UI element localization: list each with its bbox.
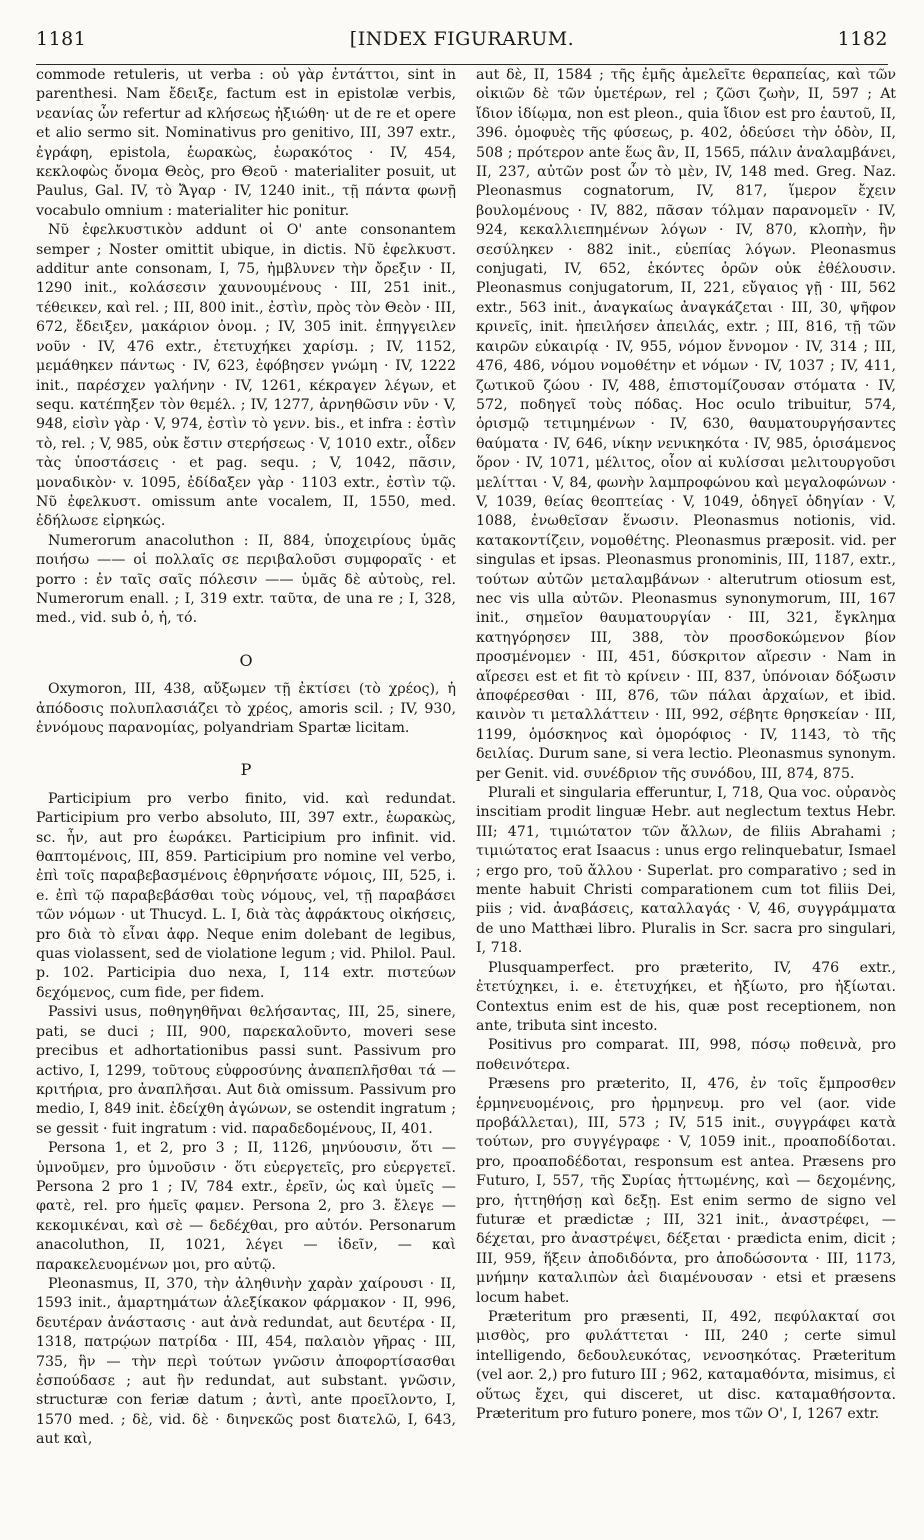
index-entry: Præsens pro præterito, II, 476, ἐν τοῖς ἔμπροσθεν ἑρμηνευομένοις, pro ἡρμηνευμ. pro vel (aor. vide προβάλλεται), III, 573 ; IV, 515 init., συγγράφει κατὰ τούτων, pro συγγέγραφε · V, 1059 init., προαποδίδοται. pro, προαποδέδοται, responsum est antea. Præsens pro Futuro, I, 557, τῆς Συρίας ἡττωμένης, καὶ — δεχομένης, pro, ἡττηθήσῃ καὶ δεξῃ. Est enim sermo de signo vel futuræ et prædictæ ; III, 321 init., ἀναστρέφει, — δέχεται, pro ἀναστρέψει, δέξεται · prædicta enim, dicit ; III, 959, ἥξειν ἀποδιδόντα, pro ἀποδώσοντα · III, 1173, μνήμην καταλιπὼν ἀεὶ διαμένουσαν · etsi et præsens locum habet.	[476, 1076, 896, 1306]
index-entry: Positivus pro comparat. III, 998, πόσῳ ποθεινὰ, pro ποθεινότερα.	[476, 1037, 896, 1073]
left-column	[36, 66, 456, 1506]
index-entry: Plurali et singularia efferuntur, I, 718, Qua voc. οὐρανὸς inscitiam prodit linguæ Hebr. aut neglectum textus Hebr. III; 471, τιμιώτατον τῶν ἄλλων, de filiis Abrahami ; τιμιώτατος erat Isaacus : unus ergo relinquebatur, Ismael ; ergo pro, τοῦ ἄλλου · Superlat. pro comparativo ; sed in mente habuit Christi comparationem cum tot filiis Dei, piis ; vid. ἀναβάσεις, καταλλαγάς · V, 46, συγγράμματα de uno Matthæi libro. Pluralis in Scr. sacra pro singulari, I, 718.	[476, 785, 896, 957]
index-entry: Præteritum pro præsenti, II, 492, πεφύλακταί σοι μισθὸς, pro φυλάττεται · III, 240 ; certe simul intelligendo, δεδουλευκότας, νενοσηκότας. Præteritum (vel aor. 2,) pro futuro III ; 962, καταμαθόντα, misimus, εἰ οὕτως ἔχει, qui disceret, ut disc. καταμαθήσοντα. Præteritum pro futuro ponere, mos τῶν Ο', I, 1267 extr.	[476, 1309, 896, 1423]
section-letter-p: P	[240, 760, 252, 780]
index-entry: Oxymoron, III, 438, αὔξωμεν τῇ ἐκτίσει (τὸ χρέος), ἡ ἀπόδοσις πολυπλασιάζει τὸ χρέος, amoris scil. ; IV, 930, ἐννόμους παρανομίας, polyandriam Spartæ licitam.	[36, 681, 456, 736]
left-page-number: 1181	[36, 28, 87, 50]
index-entry: Persona 1, et 2, pro 3 ; II, 1126, μηνύουσιν, ὅτι — ὑμνοῦμεν, pro ὑμνοῦσιν · ὅτι εὐεργετεῖς, pro εὐεργετεῖ. Persona 2 pro 1 ; IV, 784 extr., ἐρεῖν, ὡς καὶ ὑμεῖς — φατὲ, rel. pro ἡμεῖς φαμεν. Persona 2, pro 3. ἔλεγε — κεκομικέναι, καὶ σὲ — δεδέχθαι, pro αὐτόν. Personarum anacoluthon, II, 1021, λέγει — ἰδεῖν, — καὶ παρακελευομένων μοι, pro αὐτῷ.	[36, 1140, 456, 1273]
index-entry: Participium pro verbo finito, vid. καὶ redundat. Participium pro verbo absoluto, III, 397 extr., ἑωρακὼς, sc. ἦν, aut pro ἑωράκει. Participium pro infinit. vid. θαπτομένοις, III, 859. Participium pro nomine vel verbo, ἐπὶ τοῖς παραβεβασμένοις ἐθρηνήσατε νόμοις, III, 525, i. e. ἐπὶ τῷ παραβεβάσθαι τοὺς νόμους, vel, τῇ παραβάσει τῶν νόμων · ut Thucyd. L. I, διὰ τὰς ἀφράκτους οἰκήσεις, pro διὰ τὸ εἶναι ἀφρ. Neque enim dolebant de legibus, quas violassent, sed de violatione legum ; vid. Philol. Paul. p. 102. Participia duo nexa, I, 114 extr. πιστεύων δεχόμενος, cum fide, per fidem.	[36, 790, 456, 1001]
index-entry: Νῦ ἐφελκυστικὸν addunt οἱ Ο' ante consonantem semper ; Noster omittit ubique, in dictis. Νῦ ἐφελκυστ. additur ante consonam, I, 75, ἠμβλυνεν τὴν ὄρεξιν · II, 1290 init., κολάσεσιν χαυνουμένους · III, 251 init., τέθεικεν, καὶ rel. ; III, 800 init., ἐστὶν, πρὸς τὸν Θεὸν · III, 672, ἔδειξεν, μακάριον ὀνομ. ; IV, 305 init. ἐπηγγειλεν νοῦν · IV, 476 extr., ἐτετυχήκει χαρίσμ. ; IV, 1152, μεμάθηκεν πάντως · IV, 623, ἐφόβησεν γνώμη · IV, 1222 init., παρέσχεν γαλήνην · IV, 1261, κέκραγεν λέγων, et sequ. κατέπηξεν τὸν θεμέλ. ; IV, 1277, ἀρνηθῶσιν νῦν · V, 948, εἰσὶν γὰρ · V, 974, ἐστὶν τὸ γενν. bis., et infra : ἐστὶν τὸ, rel. ; V, 985, οὐκ ἔστιν στερήσεως · V, 1010 extr., οἶδεν τὰς ὑποστάσεις · et pag. sequ. ; V, 1042, πᾶσιν, μοναδικὸν· v. 1095, ἐδίδαξεν γὰρ · 1103 extr., ἐστὶν τῷ. Νῦ ἐφελκυστ. omissum ante vocalem, II, 1550, med. ἐδήλωσε εἰρηκώς.	[36, 222, 456, 530]
index-entry: Passivi usus, ποθηγηθῆναι θελήσαντας, III, 25, sinere, pati, se duci ; III, 900, παρεκαλοῦντο, moveri sese precibus et adhortationibus passi sunt. Passivum pro activo, I, 1299, τοῦτους εὐφροσύνης ἀναπεπλῆσθαι τά — κριτήρια, pro ἀναπλῆσαι. Aut διὰ omissum. Passivum pro medio, I, 849 init. ἐδείχθη ἀγώνων, se ostendit ingratum ; se gessit · fuit ingratum : vid. παραδεδομένους, II, 401.	[36, 1004, 456, 1137]
index-entry: aut δὲ, II, 1584 ; τῆς ἐμῆς ἀμελεῖτε θεραπείας, καὶ τῶν οἰκιῶν δὲ τῶν ὑμετέρων, rel ; ζῶσι ζωὴν, II, 597 ; At ἴδιον ἰδίῳμα, non est pleon., quia ἴδιον est pro ἑαυτοῦ, II, 396. ὁμοφυὲς τῆς φύσεως, p. 402, ὁδεύσει τὴν ὁδὸν, II, 508 ; πρότερον ante ἕως ἂν, II, 1565, πάλιν ἀναλαμβάνει, II, 237, αὐτῶν post ὧν τὸ μὲν, IV, 148 med. Greg. Naz. Pleonasmus cognatorum, IV, 817, ἵμερον ἔχειν βουλομένους · IV, 882, πᾶσαν τόλμαν παρανομεῖν · IV, 924, κεκαλλιεπημένων λόγων · IV, 870, κλοπὴν, ἣν σεσύληκεν · 882 init., εὐεπίας λόγων. Pleonasmus conjugati, IV, 652, ἑκόντες ὁρῶν οὐκ ἐθέλουσιν. Pleonasmus conjugatorum, II, 221, εὔγαιος γῇ · III, 562 extr., 563 init., ἀναγκαίως ἀναγκάζεται · III, 30, ψῆφον κρινεῖς, init. ἠπειλήσεν ἀπειλάς, extr. ; III, 816, τῇ τῶν καιρῶν εὐκαιρίᾳ · IV, 955, νόμον ἔννομον · IV, 314 ; III, 476, 486, νόμου νομοθέτην et νόμων · IV, 1037 ; IV, 411, ζωτικοῦ ζώου · IV, 488, ἐπιστομίζουσαν στόματα · IV, 572, ποδηγεῖ τοὺς πόδας. Hoc oculo tribuitur, 574, ὁρισμῷ τετιμημένων · IV, 630, θαυματουργήσαντες θαύματα · IV, 646, νίκην νενικηκότα · IV, 985, ὁρισάμενος ὅρον · IV, 1071, μέλιτος, οἷον αἱ κυλίσσαι μελιτουργοῦσι μελίτται · V, 84, φωνὴν λαμπροφώνου καὶ μεγαλοφώνων · V, 1039, θείας θεοπτείας · V, 1049, ὁδηγεῖ ὁδηγίαν · V, 1088, ἐνωθεῖσαν ἕνωσιν. Pleonasmus notionis, vid. κατακοντίζειν, νομοθέτης. Pleonasmus præposit. vid. per singulas et ipsas. Pleonasmus pronominis, III, 1187, extr., τούτων αὐτῶν μεταλαμβάνων · alterutrum otiosum est, nec vis ulla αὐτῶν. Pleonasmus synonymorum, III, 167 init., σημεῖον θαυματουργίαν · III, 321, ἔγκλημα κατηγόρησεν III, 388, τὸν προσδοκώμενον βίον προσμένομεν · III, 451, δύσκριτον αἵρεσιν · Nam in αἵρεσει est et fit τὸ κρίνειν · III, 837, ὑπόνοιαν δόξωσιν ἀποφέρεσθαι · III, 876, τῶν πάλαι ἀρχαίων, et ibid. καινὸν τι μεταλλάττειν · III, 992, σέβητε θρησκείαν · III, 1199, ὁμόσκηνος καὶ ὁμορόφιος · IV, 1143, τὸ τῆς δειλίας. Durum sane, si vera lectio. Pleonasmus synonym. per Genit. vid. συνέδριον τῆς συνόδου, III, 874, 875.	[476, 67, 896, 782]
section-letter-o: O	[239, 650, 253, 670]
index-entry: Pleonasmus, II, 370, τὴν ἀληθινὴν χαρὰν χαίρουσι · II, 1593 init., ἁμαρτημάτων ἀλεξίκακον φάρμακον · II, 996, δευτέραν ἀνάστασις · aut ἀνὰ redundat, aut δευτέρα · II, 1318, πατρῴων πατρίδα · III, 454, παλαιὸν γῆρας · III, 735, ἣν — τὴν περὶ τούτων γνῶσιν ἀποφορτίσασθαι ἐσπούδασε ; aut ἣν redundat, aut substant. γνῶσιν, structuræ con feriæ datum ; ἀντὶ, ante προεῖλοντο, I, 1570 med. ; δὲ, vid. δὲ · διηνεκῶς post διατελῶ, I, 643, aut καὶ,	[36, 1275, 456, 1448]
index-entry: Plusquamperfect. pro præterito, IV, 476 extr., ἐτετύχηκει, i. e. ἐτετυχήκει, et ἠξίωτο, pro ἠξίωται. Contextus enim est de his, quæ post receptionem, non ante, tributa sint incesto.	[476, 959, 896, 1034]
running-header	[36, 28, 888, 65]
right-column	[476, 66, 896, 1506]
right-page-number: 1182	[837, 28, 888, 50]
index-entry: Numerorum anacoluthon : II, 884, ὑποχειρίους ὑμᾶς ποιήσω —— οἱ πολλαῖς σε περιβαλοῦσι συμφοραῖς · et porro : ἐν ταῖς σαῖς πόλεσιν —— ὑμᾶς δὲ αὐτοὺς, rel. Numerorum enall. ; I, 319 extr. ταῦτα, de una re ; I, 328, med., vid. sub ὁ, ἡ, τό.	[36, 532, 456, 627]
index-entry: commode retuleris, ut verba : οὐ γὰρ ἐντάττοι, sint in parenthesi. Nam ἔδειξε, factum est in epistolæ verbis, νεανίας ὧν refertur ad κλήσεως ἠξιώθη· ut de re et opere et alio sermo sit. Nominativus pro genitivo, III, 397 extr., ἐγράφη, epistola, ἑωρακὼς, ἑωρακότος · IV, 454, κεκλοφὼς ὄνομα Θεὸς, pro Θεοῦ · materialiter posuit, ut Paulus, Gal. IV, τὸ Ἄγαρ · IV, 1240 init., τῇ πάντα φωνῇ vocabulo omnium : materialiter hic ponitur.	[36, 67, 456, 219]
running-title: [INDEX FIGURARUM.	[349, 28, 575, 50]
